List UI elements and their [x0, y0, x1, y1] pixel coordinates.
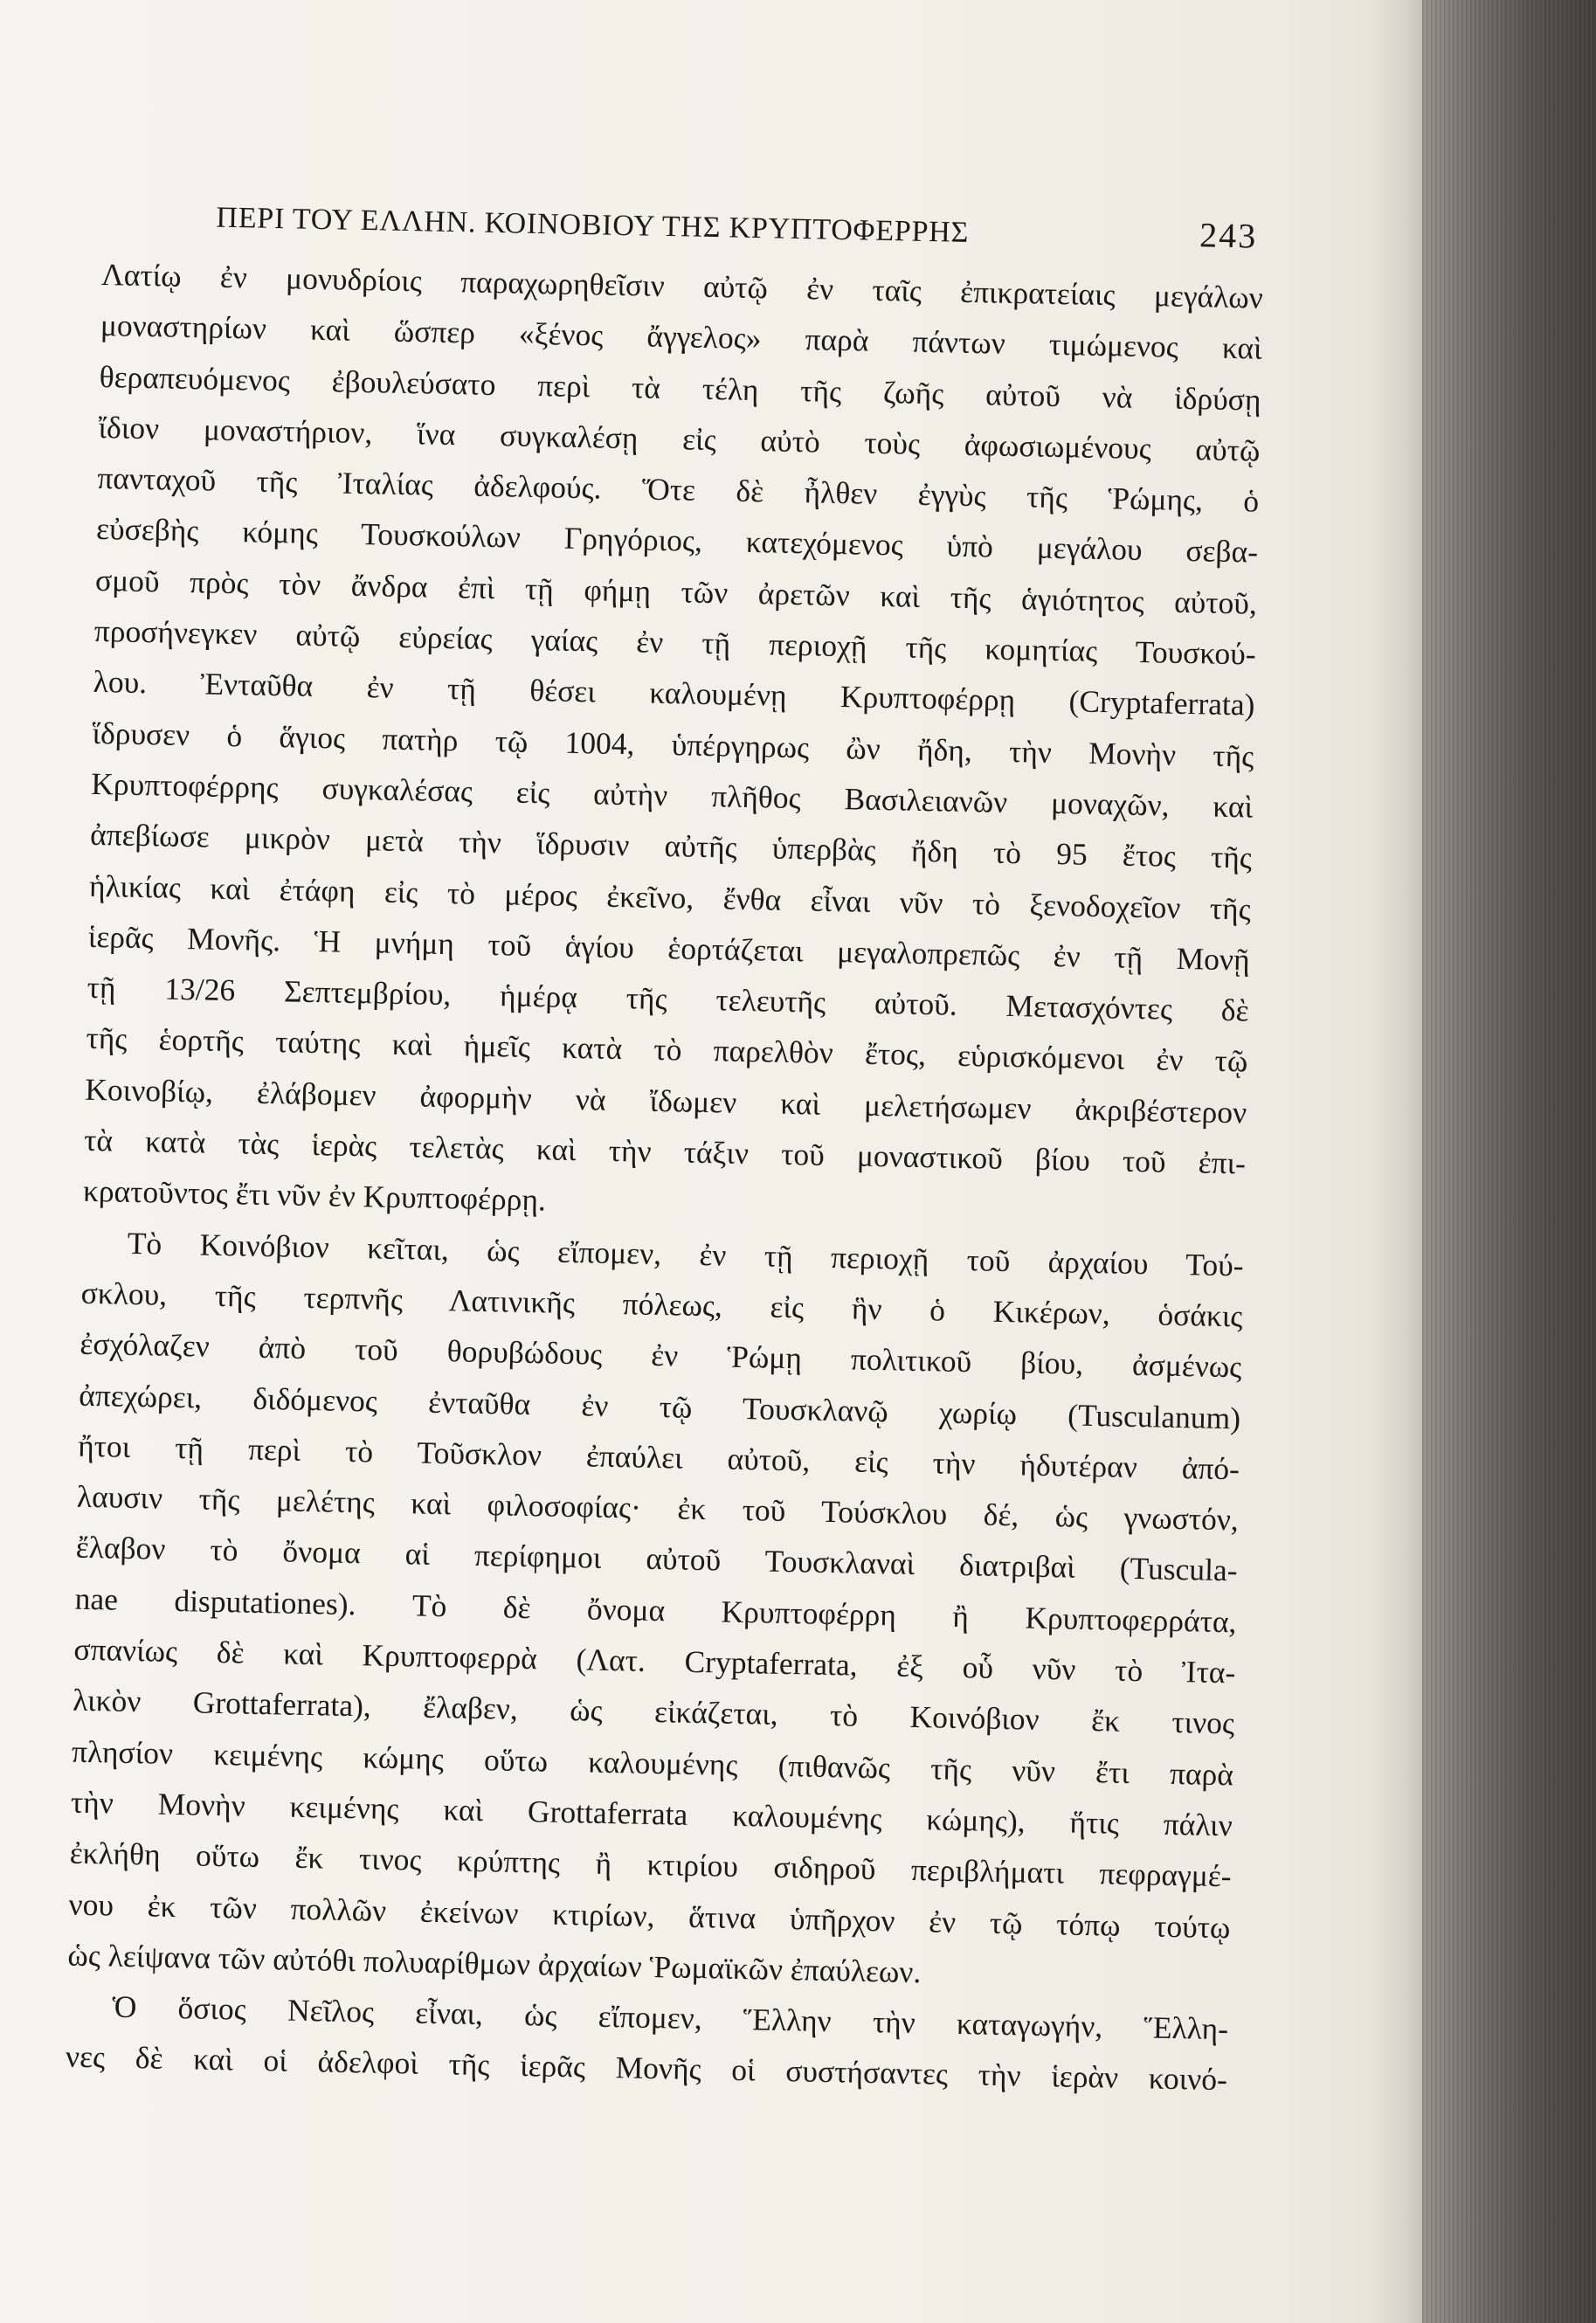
text-line: τὴν Μονὴν κειμένης καὶ Grottaferrata καλουμένης κώμης), ἥτις πάλιν — [70, 1784, 1233, 1843]
text-line: σκλου, τῆς τερπνῆς Λατινικῆς πόλεως, εἰς ἣν ὁ Κικέρων, ὁσάκις — [80, 1275, 1243, 1334]
text-line: ἔλαβον τὸ ὄνομα αἱ περίφημοι αὐτοῦ Τουσκλαναὶ διατριβαὶ (Tuscula- — [75, 1530, 1238, 1588]
text-line: κρατοῦντος ἔτι νῦν ἐν Κρυπτοφέρρῃ. — [82, 1173, 547, 1218]
text-line: λικὸν Grottaferrata), ἔλαβεν, ὡς εἰκάζεται, τὸ Κοινόβιον ἔκ τινος — [72, 1682, 1235, 1741]
text-line: ὡς λείψανα τῶν αὐτόθι πολυαρίθμων ἀρχαίων Ῥωμαϊκῶν ἐπαύλεων. — [67, 1937, 922, 1989]
text-line: μοναστηρίων καὶ ὥσπερ «ξένος ἄγγελος» παρὰ πάντων τιμώμενος καὶ — [100, 308, 1263, 366]
paragraph-start-line: Τὸ Κοινόβιον κεῖται, ὡς εἴπομεν, ἐν τῇ περιοχῇ τοῦ ἀρχαίου Τού- — [127, 1225, 1245, 1283]
paragraph-start-line: Ὁ ὅσιος Νεῖλος εἶναι, ὡς εἴπομεν, Ἕλλην τὴν καταγωγήν, Ἕλλη- — [111, 1988, 1229, 2047]
text-line: τῆς ἑορτῆς ταύτης καὶ ἡμεῖς κατὰ τὸ παρελθὸν ἔτος, εὑρισκόμενοι ἐν τῷ — [86, 1020, 1248, 1079]
text-line: nae disputationes). Τὸ δὲ ὄνομα Κρυπτοφέρρη ἢ Κρυπτοφερράτα, — [74, 1580, 1237, 1640]
text-line: ἱερᾶς Μονῆς. Ἡ μνήμη τοῦ ἁγίου ἑορτάζεται μεγαλοπρεπῶς ἐν τῇ Μονῇ — [87, 918, 1251, 978]
text-line: πανταχοῦ τῆς Ἰταλίας ἀδελφούς. Ὅτε δὲ ἦλθεν ἐγγὺς τῆς Ῥώμης, ὁ — [97, 460, 1260, 519]
text-line: ἐκλήθη οὕτω ἔκ τινος κρύπτης ἢ κτιρίου σιδηροῦ περιβλήματι πεφραγμέ- — [69, 1835, 1232, 1894]
text-line: ἴδιον μοναστήριον, ἵνα συγκαλέσῃ εἰς αὐτὸ τοὺς ἀφωσιωμένους αὐτῷ — [98, 409, 1261, 468]
book-page — [66, 192, 1265, 2105]
text-line: σμοῦ πρὸς τὸν ἄνδρα ἐπὶ τῇ φήμῃ τῶν ἀρετῶν καὶ τῆς ἁγιότητος αὐτοῦ, — [94, 562, 1258, 621]
text-line: σπανίως δὲ καὶ Κρυπτοφερρὰ (Λατ. Cryptaferrata, ἐξ οὗ νῦν τὸ Ἰτα- — [73, 1631, 1236, 1690]
text-line: νου ἐκ τῶν πολλῶν ἐκείνων κτιρίων, ἅτινα ὑπῆρχον ἐν τῷ τόπῳ τούτῳ — [68, 1886, 1231, 1945]
text-line: εὐσεβὴς κόμης Τουσκούλων Γρηγόριος, κατεχόμενος ὑπὸ μεγάλου σεβα- — [95, 511, 1259, 570]
text-line: νες δὲ καὶ οἱ ἀδελφοὶ τῆς ἱερᾶς Μονῆς οἱ συστήσαντες τὴν ἱερὰν κοινό- — [65, 2038, 1228, 2098]
text-line: τὰ κατὰ τὰς ἱερὰς τελετὰς καὶ τὴν τάξιν τοῦ μοναστικοῦ βίου τοῦ ἐπι- — [83, 1122, 1247, 1181]
text-line: πλησίον κειμένης κώμης οὕτω καλουμένης (πιθανῶς τῆς νῦν ἔτι παρὰ — [71, 1733, 1234, 1792]
running-head-title: ΠΕΡΙ ΤΟΥ ΕΛΛΗΝ. ΚΟΙΝΟΒΙΟΥ ΤΗΣ ΚΡΥΠΤΟΦΕΡΡΗΣ — [216, 201, 970, 249]
text-line: τῇ 13/26 Σεπτεμβρίου, ἡμέρᾳ τῆς τελευτῆς αὐτοῦ. Μετασχόντες δὲ — [86, 969, 1249, 1028]
text-line: ἀπεχώρει, διδόμενος ἐνταῦθα ἐν τῷ Τουσκλανῷ χωρίῳ (Tusculanum) — [78, 1377, 1241, 1435]
text-line: Κρυπτοφέρρης συγκαλέσας εἰς αὐτὴν πλῆθος Βασιλειανῶν μοναχῶν, καὶ — [91, 765, 1254, 825]
text-line: Κοινοβίῳ, ἐλάβομεν ἀφορμὴν νὰ ἴδωμεν καὶ μελετήσωμεν ἀκριβέστερον — [84, 1071, 1247, 1130]
body-text — [66, 249, 1264, 2105]
book-page-edges — [1422, 0, 1596, 2323]
text-line: ἡλικίας καὶ ἐτάφη εἰς τὸ μέρος ἐκεῖνο, ἔνθα εἶναι νῦν τὸ ξενοδοχεῖον τῆς — [88, 868, 1252, 927]
text-line: Λατίῳ ἐν μονυδρίοις παραχωρηθεῖσιν αὐτῷ ἐν ταῖς ἐπικρατείαις μεγάλων — [100, 256, 1264, 315]
text-line: ἀπεβίωσε μικρὸν μετὰ τὴν ἵδρυσιν αὐτῆς ὑπερβὰς ἤδη τὸ 95 ἔτος τῆς — [89, 817, 1253, 875]
text-line: προσήνεγκεν αὐτῷ εὐρείας γαίας ἐν τῇ περιοχῇ τῆς κομητίας Τουσκού- — [93, 612, 1257, 672]
text-line: ἐσχόλαζεν ἀπὸ τοῦ θορυβώδους ἐν Ῥώμῃ πολιτικοῦ βίου, ἀσμένως — [79, 1325, 1242, 1385]
text-line: λου. Ἐνταῦθα ἐν τῇ θέσει καλουμένῃ Κρυπτοφέρρῃ (Cryptaferrata) — [93, 664, 1255, 722]
text-line: ἤτοι τῇ περὶ τὸ Τοῦσκλον ἐπαύλει αὐτοῦ, εἰς τὴν ἡδυτέραν ἀπό- — [77, 1428, 1240, 1487]
text-line: ἵδρυσεν ὁ ἅγιος πατὴρ τῷ 1004, ὑπέργηρως ὢν ἤδη, τὴν Μονὴν τῆς — [92, 715, 1254, 774]
text-line: λαυσιν τῆς μελέτης καὶ φιλοσοφίας· ἐκ τοῦ Τούσκλου δέ, ὡς γνωστόν, — [76, 1478, 1240, 1538]
page-number: 243 — [1199, 215, 1258, 256]
text-line: θεραπευόμενος ἐβουλεύσατο περὶ τὰ τέλη τῆς ζωῆς αὐτοῦ νὰ ἱδρύσῃ — [99, 358, 1261, 418]
page-gutter-shadow — [1371, 0, 1424, 2323]
